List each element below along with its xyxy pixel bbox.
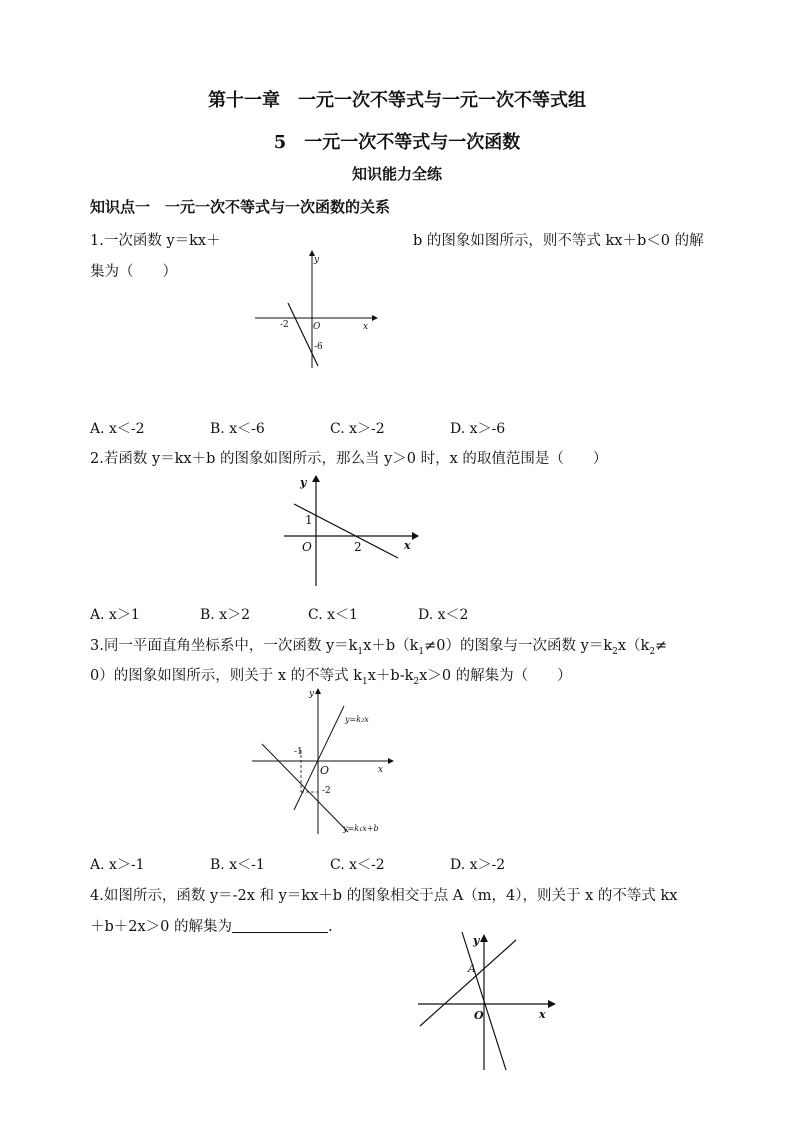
q4-origin: O (474, 1009, 484, 1022)
q2-y-intercept: 1 (305, 513, 313, 527)
q3-sub-2b: 2 (649, 646, 656, 657)
q3-line2-c: x＞0 的解集为（ ） (419, 668, 572, 684)
q3-option-d: D. x＞-2 (450, 857, 506, 873)
q1-text-c: 集为（ ） (90, 264, 177, 280)
q1-text-b: b 的图象如图所示，则不等式 kx＋b＜0 的解 (413, 233, 704, 249)
q2-option-b: B. x＞2 (200, 607, 250, 623)
q3-option-b: B. x＜-1 (210, 857, 265, 873)
q3-line-k2-label: y=k₂x (345, 715, 369, 724)
q1-x-intercept: -2 (280, 320, 289, 330)
q3-sub-1c: 1 (362, 676, 368, 687)
q2-option-d: D. x＜2 (418, 607, 469, 623)
q3-line1-c: ≠0）的图象与一次函数 y＝k (424, 638, 613, 654)
q4-answer-blank[interactable] (232, 918, 328, 933)
q1-option-b: B. x＜-6 (210, 421, 265, 437)
q3-origin: O (320, 764, 330, 777)
q3-line2-a: 0）的图象如图所示，则关于 x 的不等式 k (90, 668, 363, 684)
q2-option-a: A. x＞1 (90, 607, 140, 623)
q1-x-label: x (363, 322, 369, 332)
q4-line2 (90, 915, 333, 936)
q3-y-label: y (309, 689, 315, 699)
q4-line1: 4.如图所示，函数 y＝-2x 和 y＝kx＋b 的图象相交于点 A（m，4），则关于 x 的不等式 kx (90, 888, 678, 904)
q3-option-c: C. x＜-2 (330, 857, 385, 873)
q1-option-a: A. x＜-2 (90, 421, 145, 437)
q3-line1 (90, 634, 667, 657)
q4-y-label: y (473, 934, 480, 947)
q2-origin: O (302, 540, 312, 554)
q2-y-label: y (300, 476, 307, 489)
q2-text: 2.若函数 y＝kx＋b 的图象如图所示，那么当 y＞0 时，x 的取值范围是（ ） (90, 451, 608, 467)
q2-x-label: x (404, 539, 411, 552)
q3-sub-2a: 2 (612, 646, 618, 657)
q3-line1-e: ≠ (655, 638, 668, 654)
q2-x-intercept: 2 (354, 540, 362, 554)
q3-sub-2c: 2 (413, 676, 420, 687)
q1-origin: O (313, 322, 321, 332)
q3-graph (248, 686, 398, 836)
q2-option-c: C. x＜1 (308, 607, 358, 623)
q1-y-label: y (314, 255, 320, 265)
q1-option-d: D. x＞-6 (450, 421, 506, 437)
q1-option-c: C. x＞-2 (330, 421, 385, 437)
q4-point-label: A (468, 962, 476, 975)
q3-line1-b: x＋b（k (363, 638, 419, 654)
q3-line2 (90, 664, 572, 687)
q3-x-label: x (378, 765, 384, 775)
subtitle: 知识能力全练 (351, 165, 442, 183)
q3-line1-a: 3.同一平面直角坐标系中，一次函数 y＝k (90, 638, 358, 654)
q4-x-label: x (539, 1008, 546, 1021)
q4-line2-end: . (328, 919, 333, 935)
q2-graph (280, 472, 420, 590)
q3-line-k1-label: y=k₁x+b (343, 824, 379, 833)
knowledge-point-heading: 知识点一 一元一次不等式与一次函数的关系 (90, 198, 391, 216)
q3-line1-d: x（k (617, 638, 650, 654)
q3-y-mark: -2 (322, 786, 331, 796)
q4-graph (414, 930, 564, 1072)
q3-sub-1a: 1 (357, 646, 364, 657)
q1-text-a: 1.一次函数 y＝kx＋ (90, 233, 221, 249)
q3-x-mark: -1 (294, 747, 303, 757)
q1-graph (250, 248, 380, 373)
q4-line2-text: ＋b＋2x＞0 的解集为 (90, 919, 233, 935)
chapter-title: 第十一章 一元一次不等式与一元一次不等式组 (208, 90, 586, 111)
q3-line2-b: x＋b-k (367, 668, 414, 684)
q1-y-intercept: -6 (314, 342, 323, 352)
q3-sub-1b: 1 (418, 646, 425, 657)
section-title: 5 一元一次不等式与一次函数 (273, 132, 521, 153)
q3-option-a: A. x＞-1 (90, 857, 145, 873)
